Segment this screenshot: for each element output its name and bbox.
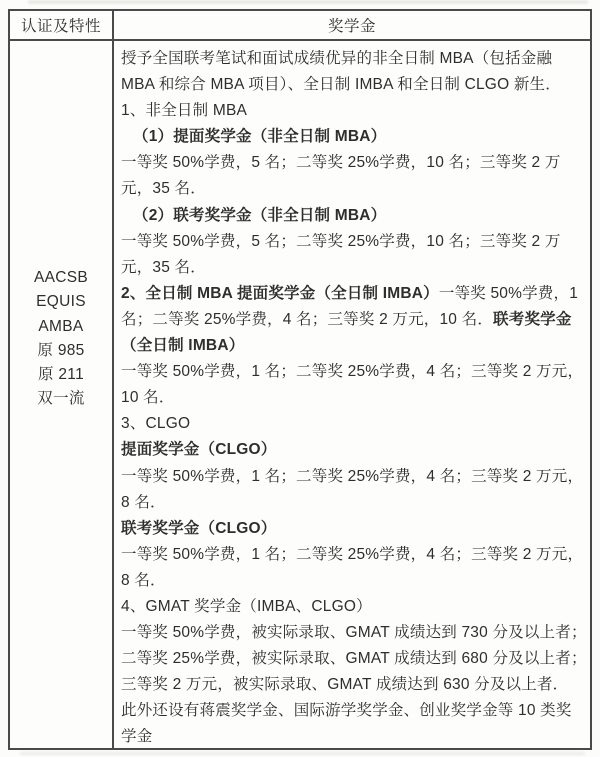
scholarship-text-line <box>121 46 583 72</box>
certification-item: AACSB <box>33 269 89 286</box>
scholarship-text-line <box>121 307 583 333</box>
photo-edge-artifact-top <box>28 0 588 4</box>
certification-item: AMBA <box>38 317 84 335</box>
scholarship-text-segment: 此外还设有蒋震奖学金、国际游学奖学金、创业奖学金等 10 类奖 <box>121 702 572 720</box>
scholarship-text-segment: 一等奖 50%学费，被实际录取、GMAT 成绩达到 730 分及以上者； <box>121 624 587 642</box>
scholarship-text-line <box>121 98 583 124</box>
header-label-scholarship: 奖学金 <box>327 18 376 35</box>
scholarship-text-segment: 名；二等奖 25%学费，4 名；三等奖 2 万元，10 名． <box>121 310 494 328</box>
table-header-row <box>10 11 590 41</box>
scholarship-text-line <box>121 359 583 385</box>
scholarship-text-segment: 二等奖 25%学费，被实际录取、GMAT 成绩达到 680 分及以上者； <box>121 650 587 668</box>
header-label-certifications: 认证及特性 <box>20 18 101 35</box>
scholarship-text-segment: 元，35 名． <box>121 258 206 276</box>
scholarship-text-segment: 一等奖 50%学费，5 名；二等奖 25%学费，10 名；三等奖 2 万 <box>121 232 561 250</box>
scholarship-text-segment: 3、CLGO <box>121 415 191 433</box>
scholarship-text-segment: 三等奖 2 万元，被实际录取、GMAT 成绩达到 630 分及以上者． <box>121 676 569 694</box>
scholarship-text-line <box>121 72 583 98</box>
certifications-cell <box>10 41 114 748</box>
scholarship-text-line <box>121 464 583 490</box>
scholarship-text-line <box>121 620 587 646</box>
scholarship-text-segment: MBA 和综合 MBA 项目）、全日制 IMBA 和全日制 CLGO 新生． <box>121 76 561 94</box>
scholarship-bold-segment: 联考奖学金（CLGO） <box>121 519 277 537</box>
scholarship-text-line <box>121 698 583 724</box>
scholarship-text-line <box>121 385 583 411</box>
scholarship-cell <box>114 41 590 748</box>
certification-item: 原 211 <box>37 366 85 384</box>
scholarship-text-line <box>121 281 583 307</box>
scholarship-text-line <box>121 542 583 568</box>
scholarship-text-segment: 1、非全日制 MBA <box>121 102 248 120</box>
scholarship-text-segment: 8 名． <box>121 493 166 511</box>
scholarship-text-line <box>121 568 583 594</box>
scholarship-text-line <box>121 672 583 698</box>
header-cell-certifications <box>10 11 114 39</box>
scholarship-text-segment: 一等奖 50%学费，1 名；二等奖 25%学费，4 名；三等奖 2 万元， <box>121 363 584 381</box>
scholarship-text-line <box>121 333 583 359</box>
scholarship-text-line <box>121 646 587 672</box>
scholarship-text-segment: 学金 <box>121 728 153 746</box>
scholarship-text-segment: 一等奖 50%学费，5 名；二等奖 25%学费，10 名；三等奖 2 万 <box>121 154 561 172</box>
scholarship-text-line <box>121 437 583 463</box>
scholarship-text-line <box>121 594 583 620</box>
scholarship-bold-segment: （2）联考奖学金（非全日制 MBA） <box>133 206 387 224</box>
scholarship-bold-segment: 提面奖学金（CLGO） <box>121 441 277 459</box>
certification-item: 双一流 <box>37 390 85 408</box>
scholarship-text-line <box>121 150 583 176</box>
scholarship-text-line <box>121 411 583 437</box>
scholarship-text-line <box>121 176 583 202</box>
header-cell-scholarship <box>114 11 590 39</box>
scholarship-text-line <box>121 124 583 150</box>
scholarship-text-line <box>121 203 583 229</box>
certification-list <box>10 41 112 412</box>
scholarship-text-line <box>121 516 583 542</box>
scholarship-bold-segment: 2、全日制 MBA 提面奖学金（全日制 IMBA） <box>121 284 439 302</box>
scholarship-text-segment: 一等奖 50%学费，1 <box>438 284 579 302</box>
certification-item: EQUIS <box>36 293 86 311</box>
certification-item: 原 985 <box>37 341 85 359</box>
photo-edge-artifact-bottom <box>20 752 585 755</box>
scholarship-text-segment: 授予全国联考笔试和面试成绩优异的非全日制 MBA（包括金融 <box>121 50 553 67</box>
scholarship-text-segment: 4、GMAT 奖学金（IMBA、CLGO） <box>121 597 372 615</box>
scholarship-text-line <box>121 255 583 281</box>
table-body-row <box>10 41 590 748</box>
scholarship-text-line <box>121 490 583 516</box>
scholarship-table <box>8 9 592 750</box>
scholarship-text-segment: 10 名． <box>121 389 175 407</box>
scholarship-bold-segment: （全日制 IMBA） <box>121 337 245 355</box>
scholarship-bold-segment: 联考奖学金 <box>493 310 572 328</box>
scholarship-bold-segment: （1）提面奖学金（非全日制 MBA） <box>133 128 387 146</box>
scholarship-text-line <box>121 724 583 748</box>
scholarship-text-line <box>121 229 583 255</box>
scholarship-text-segment: 8 名． <box>121 571 166 589</box>
scholarship-text-segment: 一等奖 50%学费，1 名；二等奖 25%学费，4 名；三等奖 2 万元， <box>121 467 584 485</box>
scholarship-text-segment: 一等奖 50%学费，1 名；二等奖 25%学费，4 名；三等奖 2 万元， <box>121 545 584 563</box>
scholarship-text-segment: 元，35 名． <box>121 180 206 198</box>
scholarship-text-block <box>114 41 590 748</box>
